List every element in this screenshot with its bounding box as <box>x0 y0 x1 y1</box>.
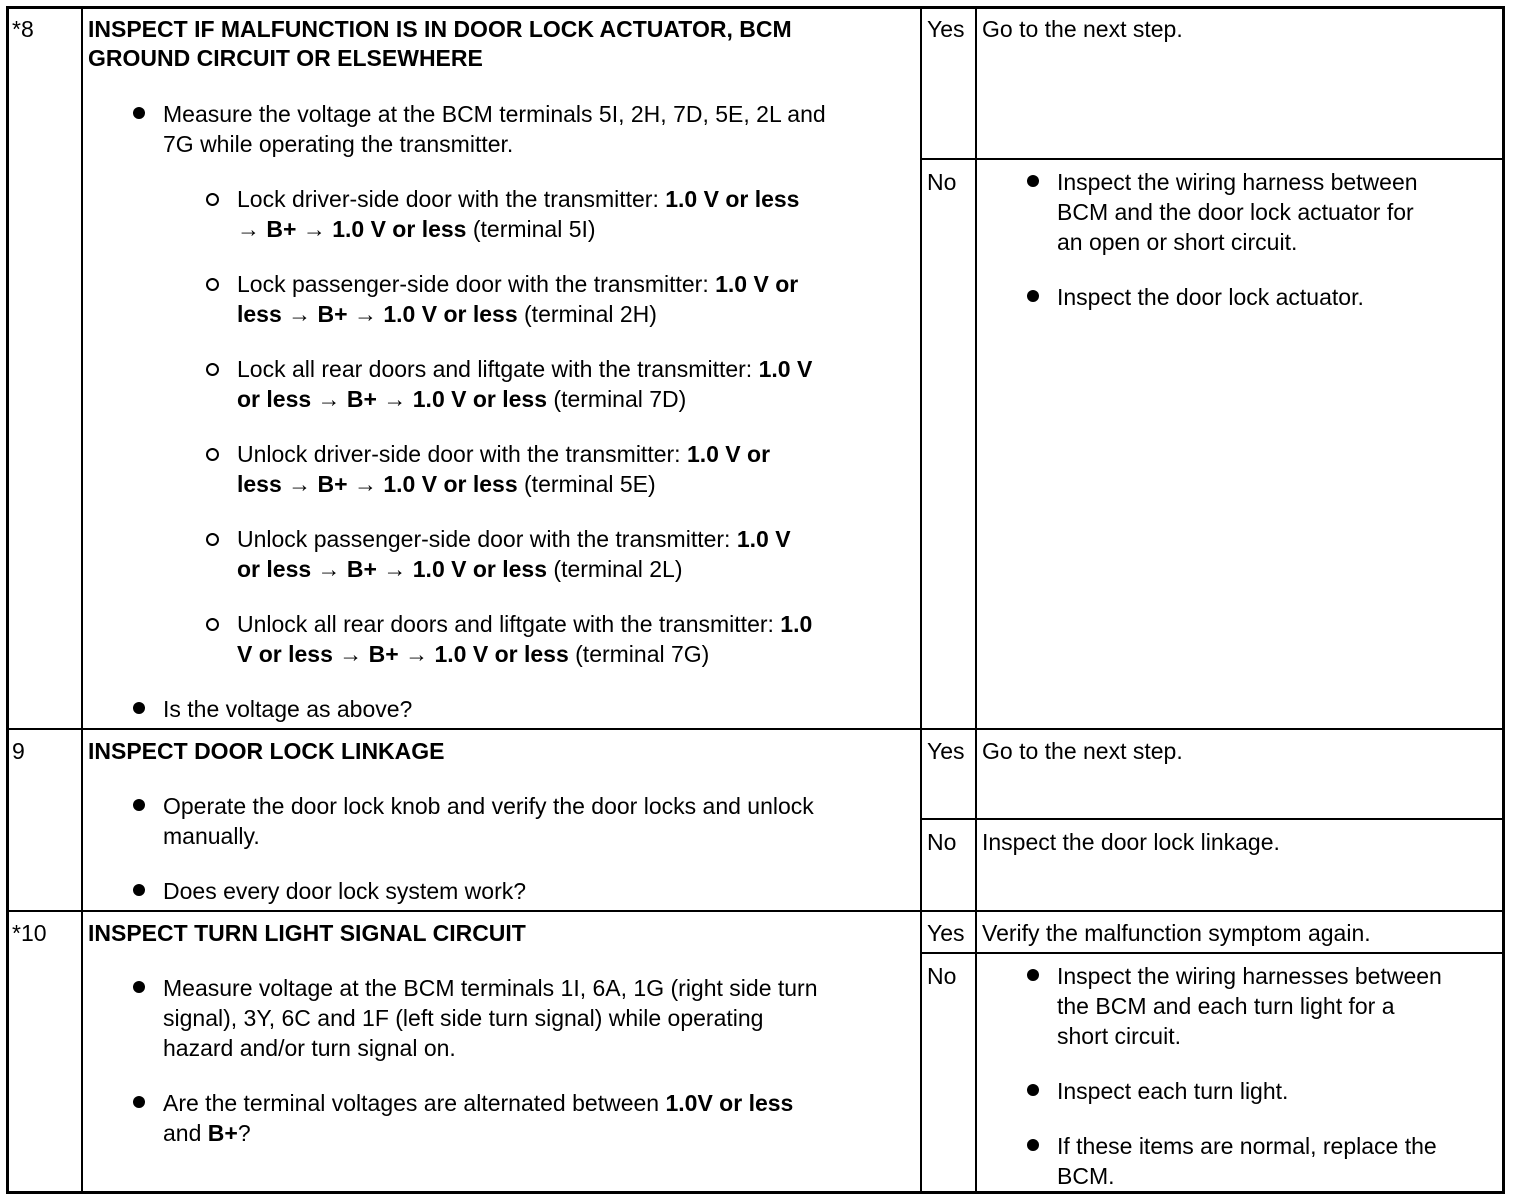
voltage-spec: less → B+ → 1.0 V or less (terminal 2H) <box>237 301 657 327</box>
no-action: an open or short circuit. <box>1057 229 1298 255</box>
column-divider <box>81 8 83 1193</box>
check-instruction: signal), 3Y, 6C and 1F (left side turn signal) while operating <box>163 1005 764 1031</box>
step-title: INSPECT IF MALFUNCTION IS IN DOOR LOCK ACTUATOR, BCM <box>88 16 792 42</box>
no-action: Inspect the wiring harness between <box>1057 169 1418 195</box>
no-action: Inspect the door lock actuator. <box>1057 284 1364 310</box>
bullet-icon <box>1027 290 1039 302</box>
sub-bullet-icon <box>206 363 219 376</box>
sub-bullet-icon <box>206 533 219 546</box>
row-divider <box>8 728 1504 730</box>
yes-label: Yes <box>927 738 965 764</box>
check-instruction: Operate the door lock knob and verify the door locks and unlock <box>163 793 814 819</box>
voltage-spec: Unlock driver-side door with the transmitter: 1.0 V or <box>237 441 771 467</box>
bullet-icon <box>1027 969 1039 981</box>
sub-bullet-icon <box>206 448 219 461</box>
no-action: If these items are normal, replace the <box>1057 1133 1437 1159</box>
yes-no-divider <box>920 158 1504 160</box>
check-question: and B+? <box>163 1120 251 1146</box>
yes-action: Go to the next step. <box>982 738 1183 764</box>
bullet-icon <box>1027 175 1039 187</box>
column-divider <box>975 8 977 1193</box>
row-divider <box>8 910 1504 912</box>
sub-bullet-icon <box>206 193 219 206</box>
no-action: Inspect the door lock linkage. <box>982 829 1280 855</box>
bullet-icon <box>133 1096 145 1108</box>
bullet-icon <box>133 702 145 714</box>
yes-no-divider <box>920 818 1504 820</box>
step-title: GROUND CIRCUIT OR ELSEWHERE <box>88 45 483 71</box>
voltage-spec: → B+ → 1.0 V or less (terminal 5I) <box>237 216 596 242</box>
no-label: No <box>927 829 957 855</box>
step-number: *8 <box>12 16 34 42</box>
check-instruction: hazard and/or turn signal on. <box>163 1035 456 1061</box>
check-instruction: manually. <box>163 823 260 849</box>
voltage-spec: Unlock all rear doors and liftgate with the transmitter: 1.0 <box>237 611 813 637</box>
check-instruction: Measure the voltage at the BCM terminals 5I, 2H, 7D, 5E, 2L and <box>163 101 826 127</box>
bullet-icon <box>1027 1084 1039 1096</box>
no-action: Inspect the wiring harnesses between <box>1057 963 1442 989</box>
voltage-spec: Lock passenger-side door with the transmitter: 1.0 V or <box>237 271 799 297</box>
yes-no-divider <box>920 952 1504 954</box>
voltage-spec: Lock all rear doors and liftgate with the transmitter: 1.0 V <box>237 356 813 382</box>
check-instruction: Measure voltage at the BCM terminals 1I, 6A, 1G (right side turn <box>163 975 818 1001</box>
bullet-icon <box>1027 1139 1039 1151</box>
check-question: Does every door lock system work? <box>163 878 527 904</box>
voltage-spec: V or less → B+ → 1.0 V or less (terminal 7G) <box>237 641 710 667</box>
check-question: Is the voltage as above? <box>163 696 413 722</box>
step-number: 9 <box>12 738 25 764</box>
yes-action: Go to the next step. <box>982 16 1183 42</box>
column-divider <box>920 8 922 1193</box>
no-label: No <box>927 169 957 195</box>
sub-bullet-icon <box>206 618 219 631</box>
yes-label: Yes <box>927 920 965 946</box>
check-question: Are the terminal voltages are alternated between 1.0V or less <box>163 1090 794 1116</box>
sub-bullet-icon <box>206 278 219 291</box>
check-instruction: 7G while operating the transmitter. <box>163 131 514 157</box>
no-action: BCM and the door lock actuator for <box>1057 199 1414 225</box>
no-action: BCM. <box>1057 1163 1115 1189</box>
bullet-icon <box>133 884 145 896</box>
voltage-spec: less → B+ → 1.0 V or less (terminal 5E) <box>237 471 656 497</box>
yes-label: Yes <box>927 16 965 42</box>
no-action: the BCM and each turn light for a <box>1057 993 1395 1019</box>
no-label: No <box>927 963 957 989</box>
voltage-spec: Lock driver-side door with the transmitter: 1.0 V or less <box>237 186 800 212</box>
step-title: INSPECT DOOR LOCK LINKAGE <box>88 738 445 764</box>
bullet-icon <box>133 799 145 811</box>
voltage-spec: Unlock passenger-side door with the transmitter: 1.0 V <box>237 526 791 552</box>
yes-action: Verify the malfunction symptom again. <box>982 920 1371 946</box>
no-action: Inspect each turn light. <box>1057 1078 1289 1104</box>
voltage-spec: or less → B+ → 1.0 V or less (terminal 2L) <box>237 556 683 582</box>
voltage-spec: or less → B+ → 1.0 V or less (terminal 7D) <box>237 386 687 412</box>
bullet-icon <box>133 981 145 993</box>
step-title: INSPECT TURN LIGHT SIGNAL CIRCUIT <box>88 920 526 946</box>
step-number: *10 <box>12 920 47 946</box>
bullet-icon <box>133 107 145 119</box>
no-action: short circuit. <box>1057 1023 1181 1049</box>
